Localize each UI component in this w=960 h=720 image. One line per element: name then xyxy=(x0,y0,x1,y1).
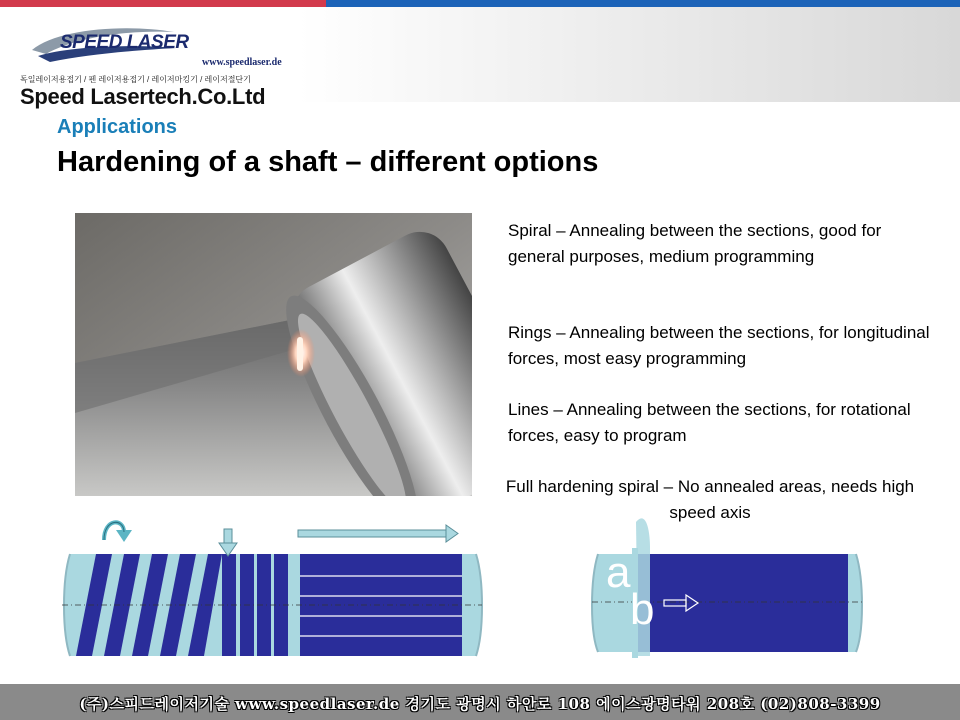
shaft-hardening-diagram xyxy=(0,518,960,668)
description-lines: Lines – Annealing between the sections, for rotational forces, easy to program xyxy=(508,400,911,445)
description-rings: Rings – Annealing between the sections, for longitudinal forces, most easy programming xyxy=(508,323,930,368)
top-accent-bar-blue xyxy=(326,0,960,7)
laser-hardening-photo xyxy=(75,213,472,496)
logo-brand: SPEED LASER xyxy=(60,32,189,53)
slide-subtitle: Applications xyxy=(57,116,178,138)
longitudinal-arrow-icon xyxy=(298,525,458,542)
footer-bar xyxy=(0,684,960,720)
footer-contact-text: (주)스피드레이저기술 www.speedlaser.de 경기도 광명시 하안로 108 에이스광명타워 208호 (02)808-3399 xyxy=(79,695,881,713)
logo-company-name: Speed Lasertech.Co.Ltd xyxy=(20,84,266,109)
diagram-label-a: a xyxy=(606,548,631,597)
rotation-arrow-icon xyxy=(104,522,132,542)
description-full-spiral: Full hardening spiral – No annealed areas, needs high speed axis xyxy=(505,477,915,522)
description-spiral: Spiral – Annealing between the sections, good for general purposes, medium programming xyxy=(508,221,882,266)
diagram-label-b: b xyxy=(630,585,655,634)
company-logo xyxy=(18,16,288,108)
top-accent-bar-red xyxy=(0,0,326,7)
header-gradient-band xyxy=(298,7,960,102)
slide-title: Hardening of a shaft – different options xyxy=(57,146,599,178)
down-arrow-icon xyxy=(219,529,237,556)
logo-korean-line: 독일레이저용접기 / 펜 레이저용접기 / 레이저마킹기 / 레이저절단기 xyxy=(20,75,251,84)
logo-url: www.speedlaser.de xyxy=(202,57,282,68)
full-hardening-area xyxy=(634,554,848,652)
left-shaft xyxy=(62,554,482,656)
